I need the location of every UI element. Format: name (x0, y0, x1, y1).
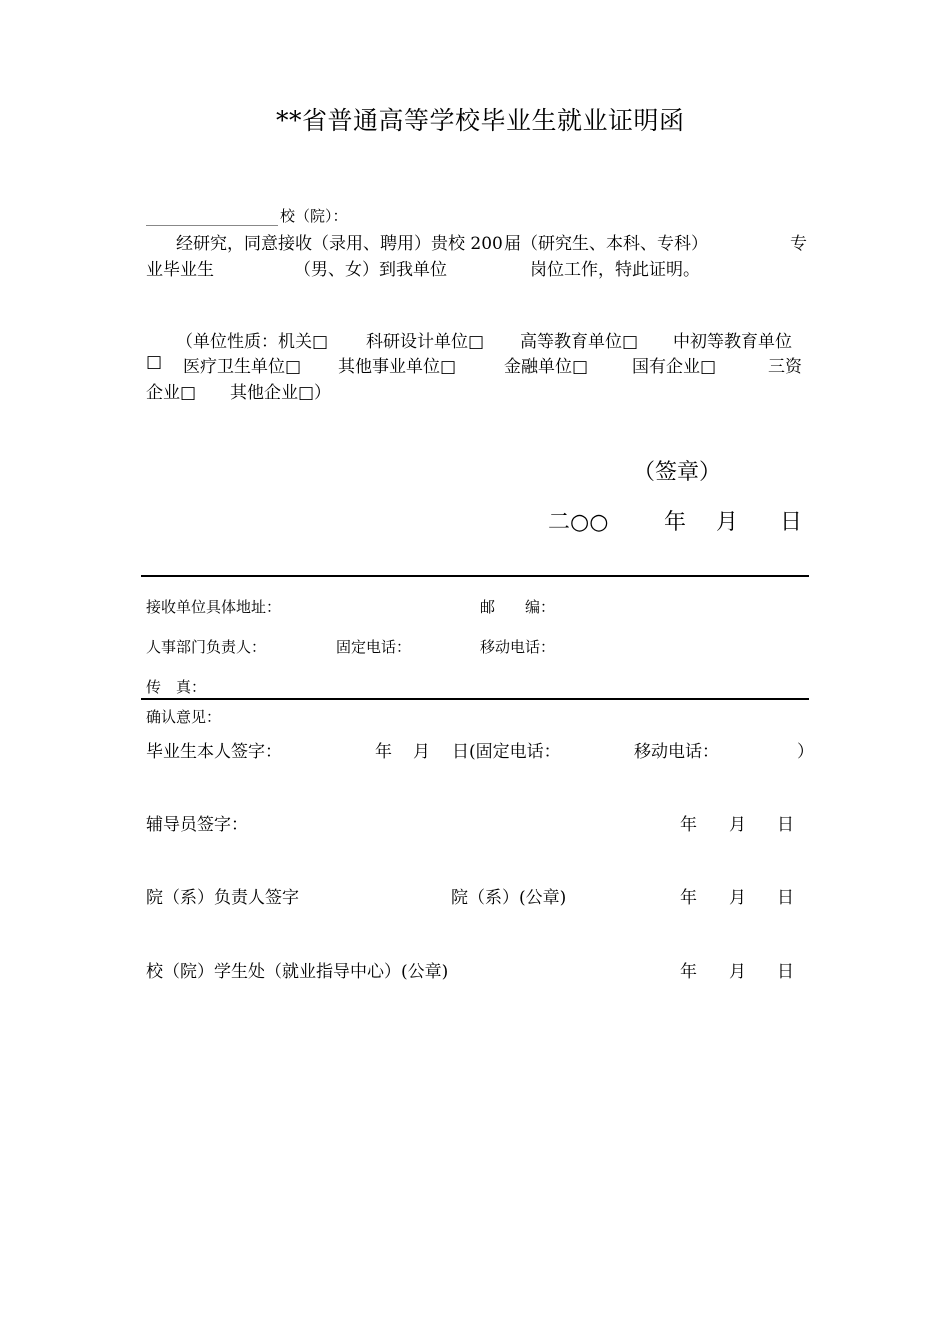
unit-nature-1-2[interactable]: 科研设计单位□ (366, 332, 485, 352)
fax-label: 传 真： (146, 678, 207, 696)
unit-nature-2-1[interactable]: □ (146, 352, 163, 372)
unit-nature-2-6[interactable]: 三资 (768, 357, 802, 377)
confirmation-label: 确认意见： (146, 708, 222, 726)
address-label: 接收单位具体地址： (146, 598, 282, 616)
body-line-2-a: 业毕业生 (146, 260, 214, 280)
date-month: 月 (716, 510, 739, 535)
addressee-line (146, 205, 348, 226)
document-title: **省普通高等学校毕业生就业证明函 (276, 106, 685, 135)
unit-nature-2-2[interactable]: 医疗卫生单位□ (183, 357, 302, 377)
counselor-day: 日 (777, 815, 794, 835)
graduate-day-phone: 日(固定电话： (452, 742, 561, 762)
body-line-2-c: 岗位工作，特此证明。 (530, 260, 700, 280)
counselor-year: 年 (680, 815, 697, 835)
unit-nature-1-3[interactable]: 高等教育单位□ (520, 332, 639, 352)
unit-nature-1-1[interactable]: （单位性质：机关□ (176, 332, 329, 352)
hr-person-label: 人事部门负责人： (146, 638, 267, 656)
unit-nature-2-3[interactable]: 其他事业单位□ (338, 357, 457, 377)
body-line-1-b: 届（研究生、本科、专科） (504, 234, 708, 254)
dept-day: 日 (777, 888, 794, 908)
divider-bottom (141, 698, 809, 700)
graduate-month: 月 (413, 742, 430, 762)
postcode-label: 邮 编： (480, 598, 556, 616)
landline-label: 固定电话： (336, 638, 412, 656)
body-line-1-c: 专 (790, 234, 807, 254)
graduate-sign-label: 毕业生本人签字： (146, 742, 282, 762)
unit-nature-2-5[interactable]: 国有企业□ (632, 357, 717, 377)
unit-nature-3-1[interactable]: 企业□ (146, 383, 197, 403)
dept-head-sign-label: 院（系）负责人签字 (146, 888, 299, 908)
unit-nature-1-4[interactable]: 中初等教育单位 (673, 332, 792, 352)
school-day: 日 (777, 962, 794, 982)
unit-nature-2-4[interactable]: 金融单位□ (504, 357, 589, 377)
unit-nature-3-2[interactable]: 其他企业□） (230, 383, 332, 403)
counselor-sign-label: 辅导员签字： (146, 815, 248, 835)
school-year: 年 (680, 962, 697, 982)
dept-month: 月 (729, 888, 746, 908)
divider-top (141, 575, 809, 577)
mobile-label: 移动电话： (480, 638, 556, 656)
date-day: 日 (780, 510, 803, 535)
body-line-2-b: （男、女）到我单位 (294, 260, 447, 280)
date-year-prefix: 二○○ (548, 510, 609, 535)
date-year: 年 (664, 510, 687, 535)
school-month: 月 (729, 962, 746, 982)
counselor-month: 月 (729, 815, 746, 835)
graduate-close-paren: ） (797, 742, 814, 762)
dept-seal-label: 院（系）(公章) (451, 888, 567, 908)
addressee-suffix: 校（院）： (280, 207, 348, 225)
seal-label: （签章） (633, 460, 722, 485)
graduate-mobile: 移动电话： (634, 742, 719, 762)
dept-year: 年 (680, 888, 697, 908)
graduate-year: 年 (375, 742, 392, 762)
school-name-blank[interactable] (146, 211, 278, 226)
school-office-label: 校（院）学生处（就业指导中心）(公章) (146, 962, 449, 982)
body-line-1-a: 经研究，同意接收（录用、聘用）贵校 200 (176, 234, 503, 254)
